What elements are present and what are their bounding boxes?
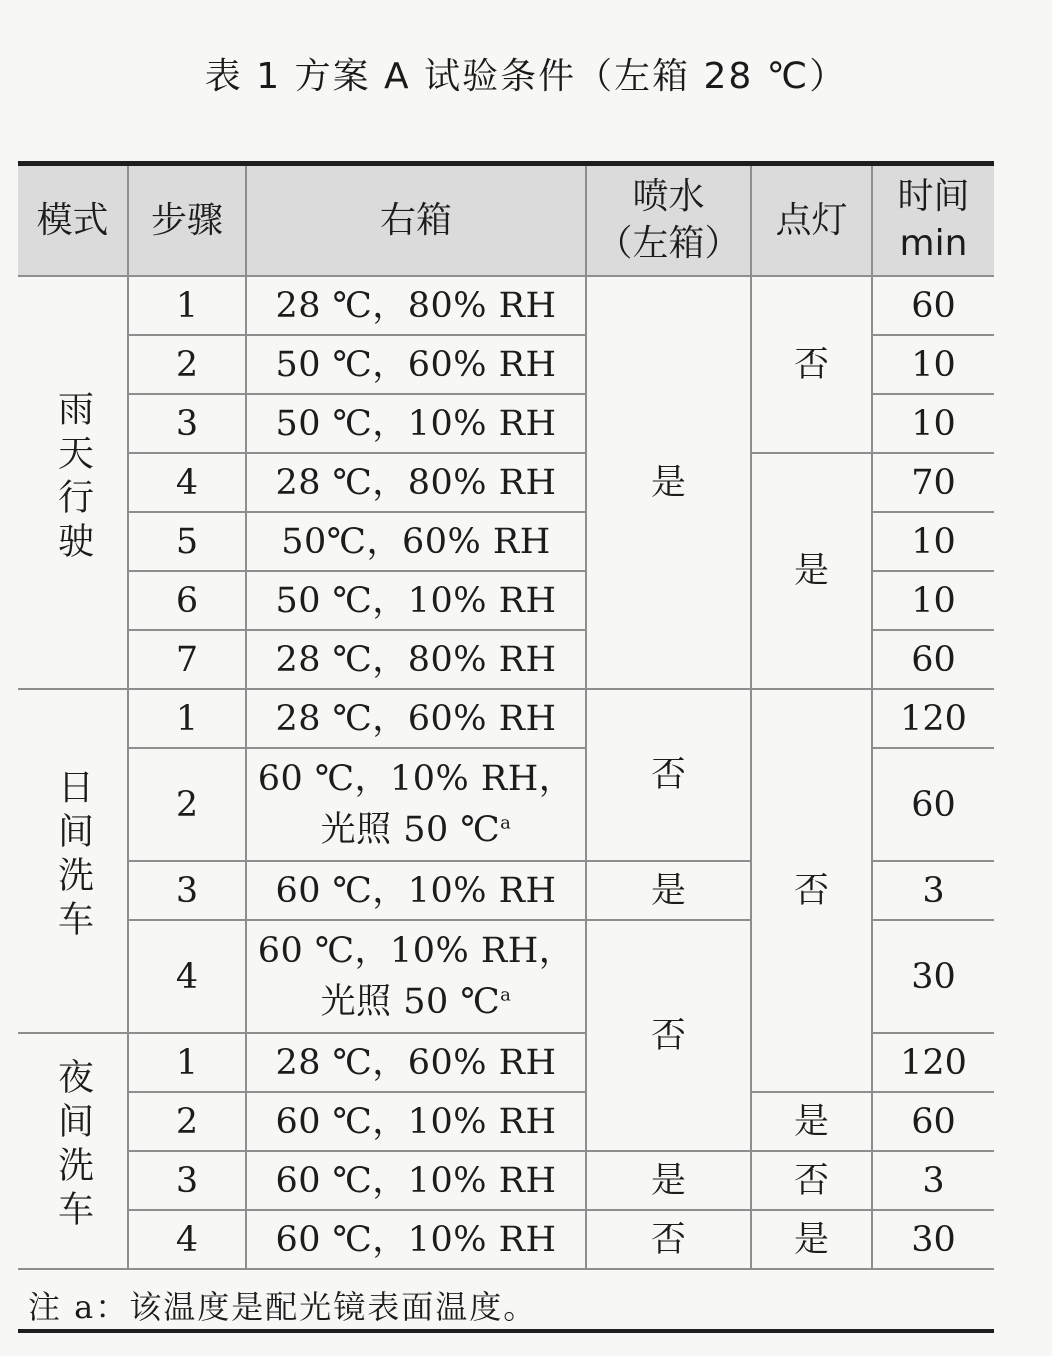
table-row <box>18 1210 994 1269</box>
test-conditions-table <box>18 166 994 1270</box>
mode-cell-night <box>18 1033 128 1269</box>
mode-cell-day <box>18 689 128 1033</box>
step-cell: 1 <box>128 689 246 748</box>
mode-label-night: 夜间洗车 <box>52 1058 94 1234</box>
mode-label-day: 日间洗车 <box>52 768 94 944</box>
condition-cell: 60 ℃，10% RH <box>246 1151 586 1210</box>
step-cell: 2 <box>128 748 246 861</box>
condition-light-text: 光照 50 ℃ <box>320 809 501 850</box>
footnote-marker: a <box>500 983 512 1005</box>
step-cell: 3 <box>128 861 246 920</box>
time-cell: 70 <box>872 453 994 512</box>
condition-cell <box>246 920 586 1033</box>
time-cell: 60 <box>872 276 994 335</box>
footnote-marker: a <box>500 811 512 833</box>
table-row <box>18 276 994 335</box>
table-title: 表 1 方案 A 试验条件（左箱 28 ℃） <box>204 56 848 97</box>
time-cell: 10 <box>872 335 994 394</box>
header-time-line2: min <box>899 222 968 264</box>
time-cell: 30 <box>872 1210 994 1269</box>
condition-line2 <box>247 805 585 856</box>
spray-cell: 否 <box>586 689 751 861</box>
mode-label-rain: 雨天行驶 <box>52 389 94 566</box>
table-footnote: 注 a：该温度是配光镜表面温度。 <box>28 1288 538 1326</box>
header-right-box: 右箱 <box>246 166 586 276</box>
spray-cell: 否 <box>586 920 751 1151</box>
table-row <box>18 1151 994 1210</box>
spray-cell: 是 <box>586 861 751 920</box>
header-mode: 模式 <box>18 166 128 276</box>
step-cell: 2 <box>128 335 246 394</box>
condition-cell: 28 ℃，80% RH <box>246 276 586 335</box>
condition-cell <box>246 748 586 861</box>
header-spray-line1: 喷水 <box>632 175 705 217</box>
spray-cell: 是 <box>586 276 751 689</box>
condition-cell: 28 ℃，80% RH <box>246 453 586 512</box>
header-step: 步骤 <box>128 166 246 276</box>
step-cell: 4 <box>128 453 246 512</box>
header-time-line1: 时间 <box>897 175 970 217</box>
condition-cell: 28 ℃，80% RH <box>246 630 586 689</box>
condition-cell: 50 ℃，10% RH <box>246 571 586 630</box>
time-cell: 60 <box>872 630 994 689</box>
step-cell: 1 <box>128 276 246 335</box>
condition-cell: 60 ℃，10% RH <box>246 1210 586 1269</box>
light-cell: 否 <box>751 276 872 453</box>
time-cell: 60 <box>872 1092 994 1151</box>
header-time <box>872 166 994 276</box>
light-cell: 否 <box>751 1151 872 1210</box>
condition-cell: 50 ℃，10% RH <box>246 394 586 453</box>
step-cell: 3 <box>128 1151 246 1210</box>
condition-cell: 60 ℃，10% RH <box>246 1092 586 1151</box>
header-spray-line2: （左箱） <box>596 222 741 264</box>
spray-cell: 是 <box>586 1151 751 1210</box>
step-cell: 7 <box>128 630 246 689</box>
condition-cell: 60 ℃，10% RH <box>246 861 586 920</box>
step-cell: 4 <box>128 1210 246 1269</box>
table-row <box>18 1092 994 1151</box>
condition-cell: 28 ℃，60% RH <box>246 689 586 748</box>
light-cell: 是 <box>751 453 872 689</box>
time-cell: 3 <box>872 861 994 920</box>
time-cell: 10 <box>872 571 994 630</box>
bottom-rule <box>18 1329 994 1333</box>
table-row <box>18 453 994 512</box>
header-row <box>18 166 994 276</box>
mode-cell-rain <box>18 276 128 689</box>
step-cell: 2 <box>128 1092 246 1151</box>
step-cell: 6 <box>128 571 246 630</box>
time-cell: 10 <box>872 394 994 453</box>
step-cell: 4 <box>128 920 246 1033</box>
time-cell: 120 <box>872 1033 994 1092</box>
condition-cell: 50 ℃，60% RH <box>246 335 586 394</box>
condition-line1: 60 ℃，10% RH， <box>257 930 575 971</box>
light-cell: 是 <box>751 1210 872 1269</box>
condition-cell: 50℃，60% RH <box>246 512 586 571</box>
condition-line1: 60 ℃，10% RH， <box>257 758 575 799</box>
step-cell: 1 <box>128 1033 246 1092</box>
header-light: 点灯 <box>751 166 872 276</box>
time-cell: 60 <box>872 748 994 861</box>
step-cell: 3 <box>128 394 246 453</box>
condition-cell: 28 ℃，60% RH <box>246 1033 586 1092</box>
table-row <box>18 689 994 748</box>
step-cell: 5 <box>128 512 246 571</box>
time-cell: 30 <box>872 920 994 1033</box>
spray-cell: 否 <box>586 1210 751 1269</box>
header-spray <box>586 166 751 276</box>
light-cell: 否 <box>751 689 872 1092</box>
light-cell: 是 <box>751 1092 872 1151</box>
time-cell: 120 <box>872 689 994 748</box>
time-cell: 10 <box>872 512 994 571</box>
condition-light-text: 光照 50 ℃ <box>320 981 501 1022</box>
time-cell: 3 <box>872 1151 994 1210</box>
condition-line2 <box>247 977 585 1028</box>
